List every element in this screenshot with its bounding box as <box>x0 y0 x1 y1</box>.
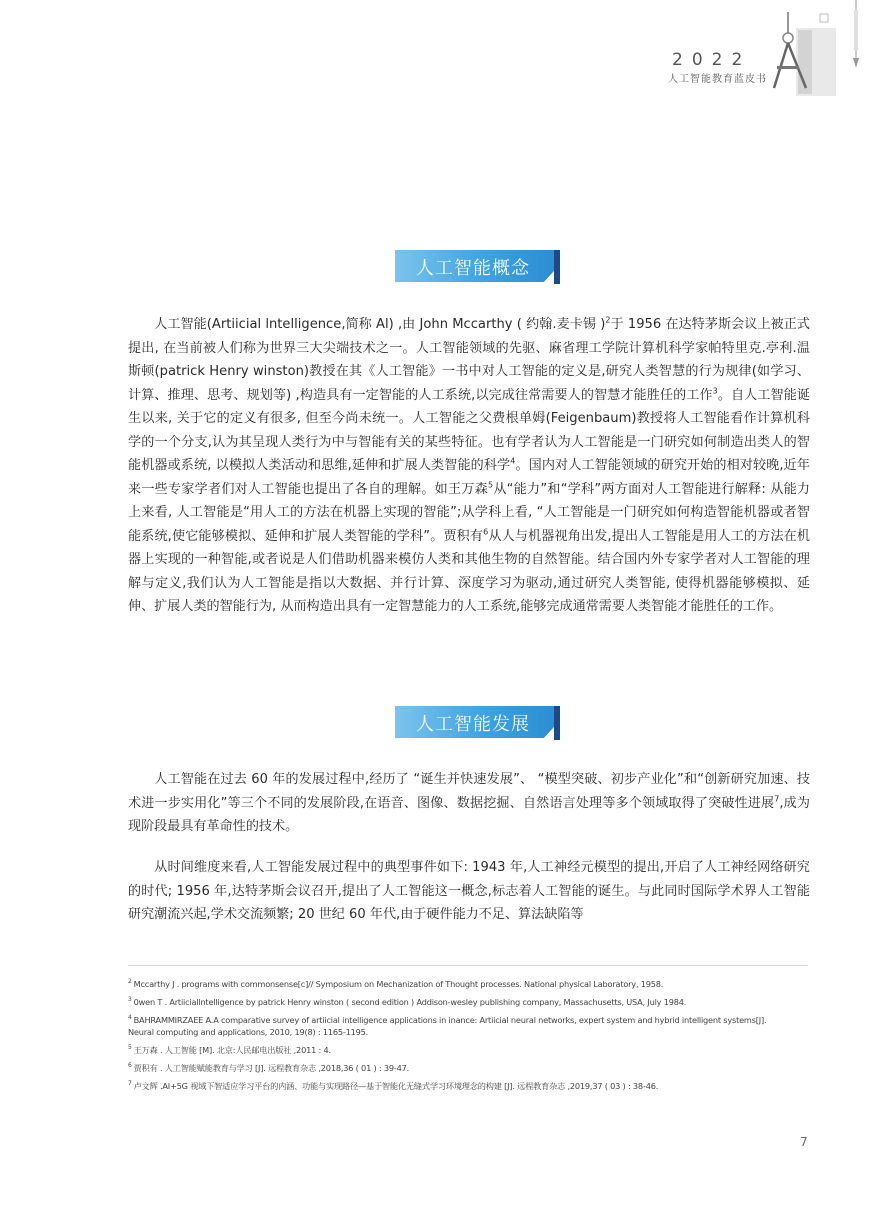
footnote-number: 2 <box>128 978 132 986</box>
text-segment: 人工智能在过去 60 年的发展过程中,经历了 “诞生并快速发展”、 “模型突破、初步产业化”和“创新研究加速、技术进一步实用化”等三个不同的发展阶段,在语音、图像、数据挖掘、自然语言处理等多个领域取得了突破性进展 <box>128 772 810 811</box>
footnote-ref: 6 <box>483 527 489 537</box>
footnote-7 <box>128 1080 798 1092</box>
footnote-5 <box>128 1044 798 1056</box>
footnote-number: 3 <box>128 996 132 1004</box>
text-segment: 。自人工智能诞生以来, 关于它的定义有很多, 但至今尚未统一。人工智能之父费根单姆(Feigenbaum)教授将人工智能看作计算机科学的一个分支,认为其呈现人类行为中与智能有关的某些特征。也有学者认为人工智能是一门研究如何制造出类人的智能机器或系统, 以模拟人类活动和思维,延伸和扩展人类智能的科学 <box>128 387 811 473</box>
footnote-text: 贾积有 . 人工智能赋能教育与学习 [J]. 远程教育杂志 ,2018,36 ( 01 ) : 39-47. <box>133 1063 410 1073</box>
footnote-ref: 2 <box>605 315 611 325</box>
footnote-number: 5 <box>128 1044 132 1052</box>
footnote-number: 4 <box>128 1014 132 1022</box>
footnote-2 <box>128 978 798 990</box>
text-segment: ,成为现阶段最具有革命性的技术。 <box>128 795 810 834</box>
text-segment: 从人与机器视角出发,提出人工智能是用人工的方法在机器上实现的一种智能,或者说是人们借助机器来模仿人类和其他生物的自然智能。结合国内外专家学者对人工智能的理解与定义,我们认为人工智能是指以大数据、并行计算、深度学习为驱动,通过研究人类智能, 使得机器能够模拟、延伸、扩展人类的智能行为, 从而构造出具有一定智慧能力的人工系统,能够完成通常需要人类智能才能胜任的工作。 <box>128 528 810 614</box>
footnote-ref: 4 <box>510 456 516 466</box>
text-segment: 人工智能(Artiicial lntelligence,简称 Al) ,由 John Mccarthy ( 约翰.麦卡锡 ) <box>154 317 606 332</box>
footnote-text: 王万森 . 人工智能 [M]. 北京:人民邮电出版社 ,2011 : 4. <box>133 1045 331 1055</box>
footnote-number: 6 <box>128 1062 132 1070</box>
footnote-ref: 7 <box>774 794 780 804</box>
footnote-text-continued: Neural computing and applications, 2010, 19(8) : 1165-1195. <box>128 1027 369 1037</box>
section-title-development <box>395 706 560 740</box>
header-subtitle: 人工智能教育蓝皮书 <box>668 74 767 85</box>
footnote-ref: 5 <box>488 480 494 490</box>
section-title-concept <box>395 250 560 284</box>
paragraph-concept <box>128 313 810 619</box>
footnote-3 <box>128 996 798 1008</box>
page-header <box>0 0 892 100</box>
pen-icon <box>846 0 866 70</box>
footnote-text: BAHRAMMIRZAEE A.A comparative survey of artiicial intelligence applications in inance: Artiicial neural networks, expert system and hybrid intelligent systems[J]. <box>133 1015 767 1025</box>
footnote-number: 7 <box>128 1080 132 1088</box>
section-title-text: 人工智能发展 <box>416 714 530 735</box>
page-number: 7 <box>800 1135 808 1149</box>
footnotes <box>128 978 798 1098</box>
footnote-text: 卢文辉 .AI+5G 视域下智适应学习平台的内涵、功能与实现路径—基于智能化无缝式学习环境理念的构建 [J]. 远程教育杂志 ,2019,37 ( 03 ) : 38-46. <box>133 1081 659 1091</box>
footnote-6 <box>128 1062 798 1074</box>
paragraph-development-1 <box>128 768 810 839</box>
footnote-4 <box>128 1014 798 1038</box>
text-segment: 。国内对人工智能领域的研究开始的相对较晚,近年来一些专家学者们对人工智能也提出了各自的理解。如王万森 <box>128 458 810 497</box>
header-year: 2022 <box>672 50 752 70</box>
footnote-text: 0wen T . Artiiciallntelligence by patrick Henry winston ( second edition ) Addison-wesley publishing company, Massachusetts, USA, July 1984. <box>133 997 687 1007</box>
text-segment: 从“能力”和“学科”两方面对人工智能进行解释: 从能力上来看, 人工智能是“用人工的方法在机器上实现的智能”;从学科上看, “人工智能是一门研究如何构造智能机器或者智能系统,使它能够模拟、延伸和扩展人类智能的学科”。贾积有 <box>128 481 810 544</box>
footnote-divider <box>128 965 808 966</box>
footnote-ref: 3 <box>712 386 718 396</box>
paragraph-development-2 <box>128 856 810 927</box>
section-title-text: 人工智能概念 <box>416 258 530 279</box>
text-segment: 从时间维度来看,人工智能发展过程中的典型事件如下: 1943 年,人工神经元模型的提出,开启了人工神经网络研究的时代; 1956 年,达特茅斯会议召开,提出了人工智能这一概念,标志着人工智能的诞生。与此同时国际学术界人工智能研究潮流兴起,学术交流频繁; 20 世纪 60 年代,由于硬件能力不足、算法缺陷等 <box>128 860 810 922</box>
section-title-edge <box>554 250 560 284</box>
text-segment: 于 1956 在达特茅斯会议上被正式提出, 在当前被人们称为世界三大尖端技术之一。人工智能领域的先驱、麻省理工学院计算机科学家帕特里克.亭利.温斯顿(patrick Henry winston)教授在其《人工智能》一书中对人工智能的定义是,研究人类智慧的行为规律(如学习、计算、推理、思考、规划等) ,构造具有一定智能的人工系统,以完成往常需要人的智慧才能胜任的工作 <box>128 317 810 403</box>
section-title-edge <box>554 706 560 740</box>
footnote-text: Mccarthy J . programs with commonsense[c]// Symposium on Mechanization of Thought processes. National physical Laboratory, 1958. <box>133 979 664 989</box>
compass-logo-icon <box>768 8 838 98</box>
